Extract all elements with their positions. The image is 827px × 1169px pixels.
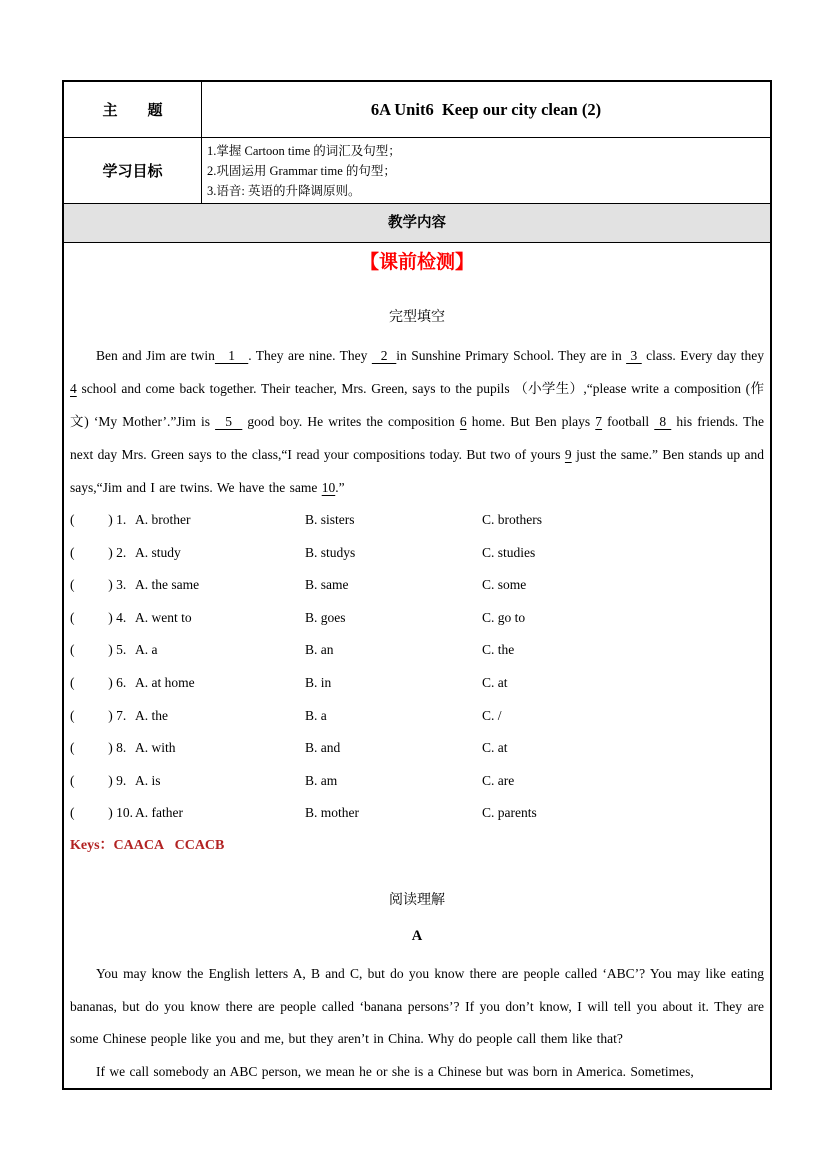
option-row: [70, 797, 764, 830]
document-table: [62, 80, 772, 1090]
topic-row: [64, 82, 770, 137]
passage-text: good boy. He writes the composition: [242, 414, 460, 429]
cloze-blank: 7: [595, 414, 603, 429]
option-b: B. in: [305, 674, 332, 690]
objective-item: 3.语音: 英语的升降调原则。: [207, 184, 361, 198]
option-b: B. a: [305, 707, 327, 723]
option-number: ( ) 4.: [70, 609, 127, 625]
topic-label: 主 题: [64, 82, 202, 137]
option-c: C. parents: [482, 805, 537, 821]
option-a: A. study: [135, 544, 181, 560]
option-c: C. /: [482, 707, 502, 723]
answer-keys: Keys：CAACA CCACB: [70, 837, 225, 853]
objectives-label: 学习目标: [64, 138, 202, 203]
cloze-blank: 4: [70, 381, 77, 396]
cloze-blank: 5: [215, 414, 243, 429]
reading-paragraph: You may know the English letters A, B and C, but do you know there are people called ‘ABC’? You may like eating bananas, but do you know there are people called ‘banana persons’? If you don’t know, I will tell you about it. They are some Chinese people like you and me, but they aren’t in China. Why do people call them like that?: [70, 965, 764, 1047]
passage-text: his friends. The next day Mrs. Green says to the class,“I read your compositions today. But two of yours: [70, 414, 764, 462]
option-a: A. went to: [135, 609, 192, 625]
option-a: A. brother: [135, 512, 191, 527]
cloze-blank: 8: [654, 414, 672, 429]
option-a: A. father: [135, 805, 183, 821]
option-b: B. sisters: [305, 512, 355, 527]
cloze-options: [70, 504, 764, 830]
passage-text: home. But Ben plays: [466, 414, 596, 429]
option-a: A. is: [135, 772, 161, 788]
passage-text: class. Every day they: [641, 348, 765, 363]
cloze-blank: 3: [626, 348, 642, 363]
option-number: ( ) 8.: [70, 740, 127, 756]
section-banner: 教学内容: [64, 203, 770, 243]
objectives-row: [64, 137, 770, 203]
option-number: ( ) 7.: [70, 707, 127, 723]
option-a: A. a: [135, 642, 158, 658]
option-row: [70, 732, 764, 765]
cloze-blank: 10: [321, 480, 336, 495]
passage-text: football: [602, 414, 655, 429]
option-number: ( ) 3.: [70, 577, 127, 593]
option-row: [70, 667, 764, 700]
option-b: B. mother: [305, 805, 359, 821]
option-b: B. goes: [305, 609, 346, 625]
cloze-passage: [70, 339, 764, 504]
page-title: 6A Unit6 Keep our city clean (2): [370, 99, 602, 119]
passage-text: in Sunshine Primary School. They are in: [396, 348, 627, 363]
passage-text: .”: [335, 480, 345, 495]
option-row: [70, 765, 764, 798]
reading-passage: [70, 958, 764, 1088]
option-number: ( ) 6.: [70, 674, 127, 690]
reading-paragraph: If we call somebody an ABC person, we mean he or she is a Chinese but was born in America. Sometimes,: [96, 1063, 694, 1079]
option-c: C. go to: [482, 609, 526, 625]
objectives-list: [202, 138, 770, 203]
objective-item: 1.掌握 Cartoon time 的词汇及句型；: [207, 144, 401, 158]
passage-text: just the same.” Ben stands up and says,“Jim and I are twins. We have the same: [70, 447, 764, 495]
passage-text: Ben and Jim are twin: [96, 348, 215, 363]
option-b: B. am: [305, 772, 338, 788]
option-c: C. are: [482, 772, 515, 788]
pretest-heading: 【课前检测】: [359, 252, 474, 273]
option-number: ( ) 1.: [70, 512, 127, 527]
cloze-blank: 6: [459, 414, 467, 429]
option-a: A. at home: [135, 674, 195, 690]
option-row: [70, 504, 764, 537]
content-area: [64, 251, 770, 1088]
option-row: [70, 537, 764, 570]
option-c: C. brothers: [482, 512, 542, 527]
cloze-heading: 完型填空: [389, 310, 445, 325]
option-number: ( ) 5.: [70, 642, 127, 658]
reading-part-label: A: [411, 927, 423, 944]
option-number: ( ) 2.: [70, 544, 127, 560]
option-c: C. at: [482, 674, 508, 690]
option-row: [70, 700, 764, 733]
option-b: B. same: [305, 577, 349, 593]
option-a: A. the same: [135, 577, 200, 593]
cloze-blank: 2: [371, 348, 397, 363]
option-b: B. an: [305, 642, 334, 658]
option-row: [70, 634, 764, 667]
cloze-blank: 9: [564, 447, 572, 462]
option-a: A. with: [135, 740, 176, 756]
option-row: [70, 569, 764, 602]
option-b: B. and: [305, 740, 341, 756]
passage-text: . They are nine. They: [248, 348, 372, 363]
cloze-blank: 1: [214, 348, 249, 363]
option-number: ( ) 9.: [70, 772, 127, 788]
reading-heading: 阅读理解: [389, 892, 445, 908]
option-c: C. the: [482, 642, 515, 658]
passage-text: school and come back together. Their teacher, Mrs. Green, says to the pupils （小学生）,“please write a composition (作文) ‘My Mother’.”Jim is: [70, 381, 764, 429]
option-a: A. the: [135, 707, 168, 723]
option-c: C. some: [482, 577, 527, 593]
option-c: C. studies: [482, 544, 536, 560]
option-b: B. studys: [305, 544, 356, 560]
option-row: [70, 602, 764, 635]
option-number: ( ) 10.: [70, 805, 133, 821]
option-c: C. at: [482, 740, 508, 756]
objective-item: 2.巩固运用 Grammar time 的句型；: [207, 164, 396, 178]
